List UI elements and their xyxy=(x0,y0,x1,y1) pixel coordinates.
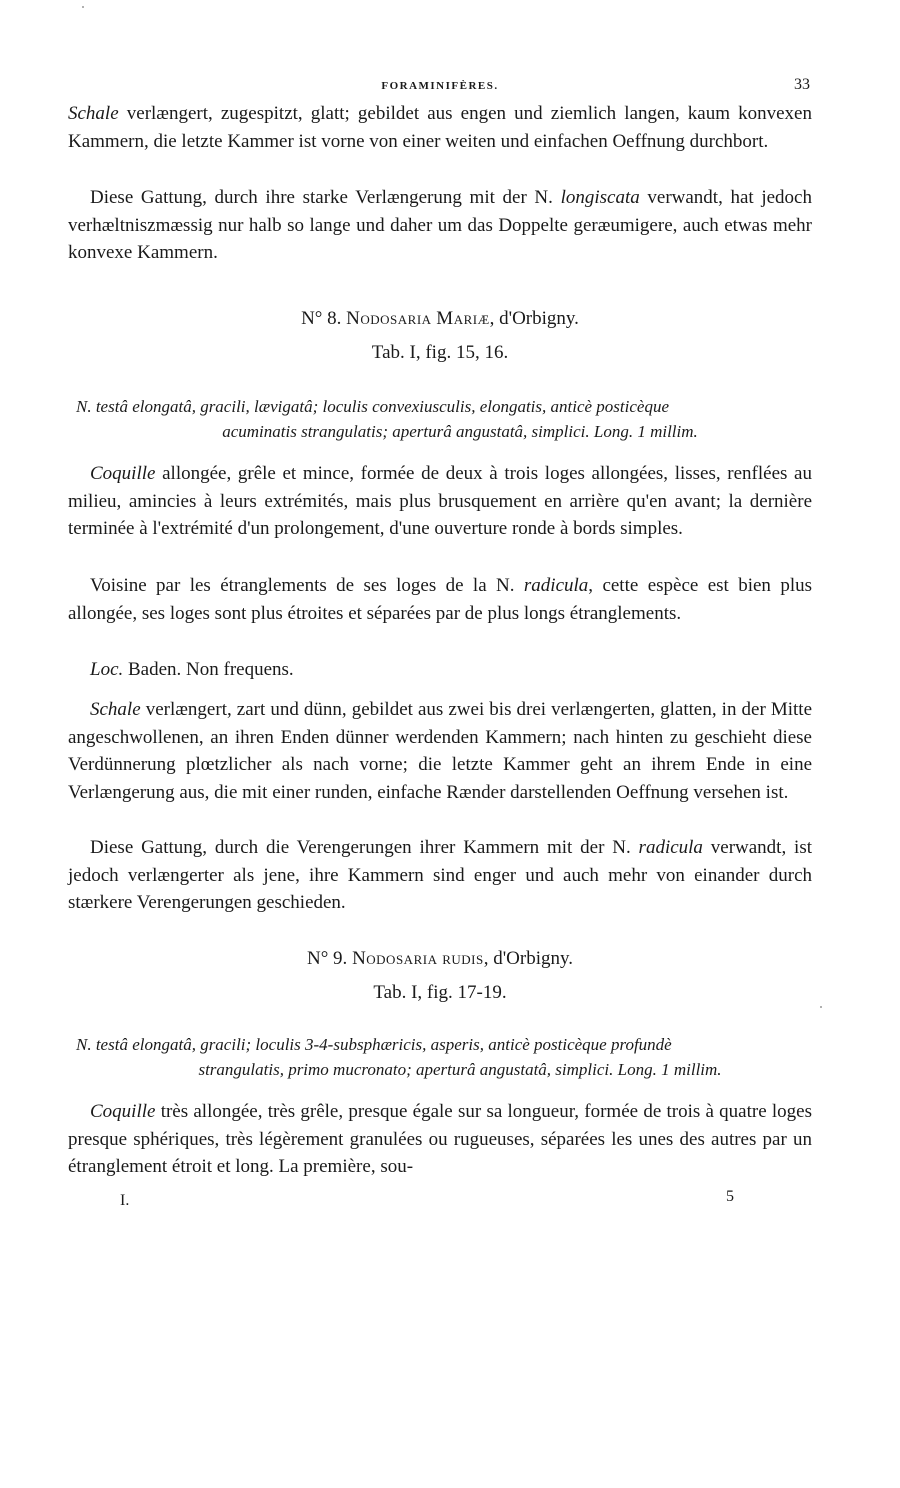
species-ref: radicula xyxy=(523,575,589,596)
paragraph-locality-8 xyxy=(68,656,812,684)
paragraph-gattung-8 xyxy=(68,834,812,917)
latin-diagnosis-8 xyxy=(68,394,812,444)
species-number: N° 9. xyxy=(306,948,348,969)
species-name: Mariæ xyxy=(436,308,490,329)
paragraph-coquille-9 xyxy=(68,1098,812,1181)
text: verwandt, hat jedoch verhæltniszmæssig nur halb so lange und daher um das Doppelte geræumigere, auch etwas mehr konvexe Kammern. xyxy=(68,187,812,263)
text: Baden. Non frequens. xyxy=(123,659,294,680)
page-number: 33 xyxy=(794,76,810,93)
latin-line: acuminatis strangulatis; aperturâ angustatâ, simplici. Long. 1 millim. xyxy=(222,422,698,441)
text: Diese Gattung, durch ihre starke Verlængerung mit der N. xyxy=(90,187,561,208)
text: verwandt, ist jedoch verlængerter als jene, ihre Kammern sind enger und auch mehr von einander durch stærkere Verengerungen geschieden. xyxy=(68,837,812,913)
species-ref: radicula xyxy=(638,837,703,858)
text: Diese Gattung, durch die Verengerungen ihrer Kammern mit der N. xyxy=(90,837,639,858)
species-ref: longiscata xyxy=(560,187,640,208)
signature-mark: I. xyxy=(120,1192,130,1209)
paragraph-voisine-8 xyxy=(68,572,812,627)
species-heading-8 xyxy=(68,304,812,334)
paragraph-schale-8 xyxy=(68,696,812,806)
running-title: FORAMINIFÈRES. xyxy=(381,80,499,92)
page-footer xyxy=(68,1188,812,1210)
paragraph-schale-1 xyxy=(68,100,812,155)
paragraph-gattung-1 xyxy=(68,184,812,267)
plate-reference-9: Tab. I, fig. 17-19. xyxy=(373,982,507,1003)
species-heading-9 xyxy=(68,944,812,974)
species-name: rudis xyxy=(442,948,484,969)
text: verlængert, zart und dünn, gebildet aus zwei bis drei verlængerten, glatten, in der Mitte angeschwollenen, an ihren Enden dünner werdenden Kammern; nach hinten zu geschieht diese Verdünnerung plœtzlicher als nach vorne; die letzte Kammer geht an ihrem Ende in eine Verlængerung aus, die mit einer runden, einfache Rænder darstellenden Oeffnung versehen ist. xyxy=(68,699,812,803)
paragraph-coquille-8 xyxy=(68,460,812,543)
text: , cette espèce est bien plus allongée, ses loges sont plus étroites et séparées par de plus longs étranglements. xyxy=(68,575,812,624)
print-speck xyxy=(82,6,84,8)
text: Voisine par les étranglements de ses loges de la N. xyxy=(90,575,524,596)
sheet-number: 5 xyxy=(726,1188,734,1205)
author: , d'Orbigny. xyxy=(483,948,574,969)
term: Loc. xyxy=(90,659,124,680)
text: verlængert, zugespitzt, glatt; gebildet aus engen und ziemlich langen, kaum konvexen Kammern, die letzte Kammer ist vorne von einer weiten und einfachen Oeffnung durchbort. xyxy=(68,103,812,152)
term: Schale xyxy=(90,699,141,720)
genus-name: Nodosaria xyxy=(346,308,432,329)
term: Schale xyxy=(68,103,119,124)
latin-line: N. testâ elongatâ, gracili, lævigatâ; loculis convexiusculis, elongatis, anticè posticèque xyxy=(76,397,670,416)
text: très allongée, très grêle, presque égale sur sa longueur, formée de trois à quatre loges presque sphériques, très légèrement granulées ou rugueuses, séparées les unes des autres par un étranglement étroit et long. La première, sou- xyxy=(68,1101,812,1177)
page-header xyxy=(68,76,812,96)
latin-line: N. testâ elongatâ, gracili; loculis 3-4-subsphæricis, asperis, anticè posticèque profundè xyxy=(76,1035,672,1054)
term: Coquille xyxy=(90,1101,156,1122)
latin-diagnosis-9 xyxy=(68,1032,812,1082)
species-number: N° 8. xyxy=(301,308,342,329)
latin-line: strangulatis, primo mucronato; aperturâ angustatâ, simplici. Long. 1 millim. xyxy=(198,1060,722,1079)
print-speck xyxy=(820,1006,822,1008)
plate-reference-8: Tab. I, fig. 15, 16. xyxy=(371,342,509,363)
genus-name: Nodosaria xyxy=(352,948,438,969)
term: Coquille xyxy=(90,463,156,484)
text: allongée, grêle et mince, formée de deux à trois loges allongées, lisses, renflées au milieu, amincies à leurs extrémités, mais plus brusquement en arrière qu'en avant; la dernière terminée à l'extrémité d'un prolongement, d'une ouverture ronde à bords simples. xyxy=(68,463,812,539)
author: , d'Orbigny. xyxy=(489,308,579,329)
